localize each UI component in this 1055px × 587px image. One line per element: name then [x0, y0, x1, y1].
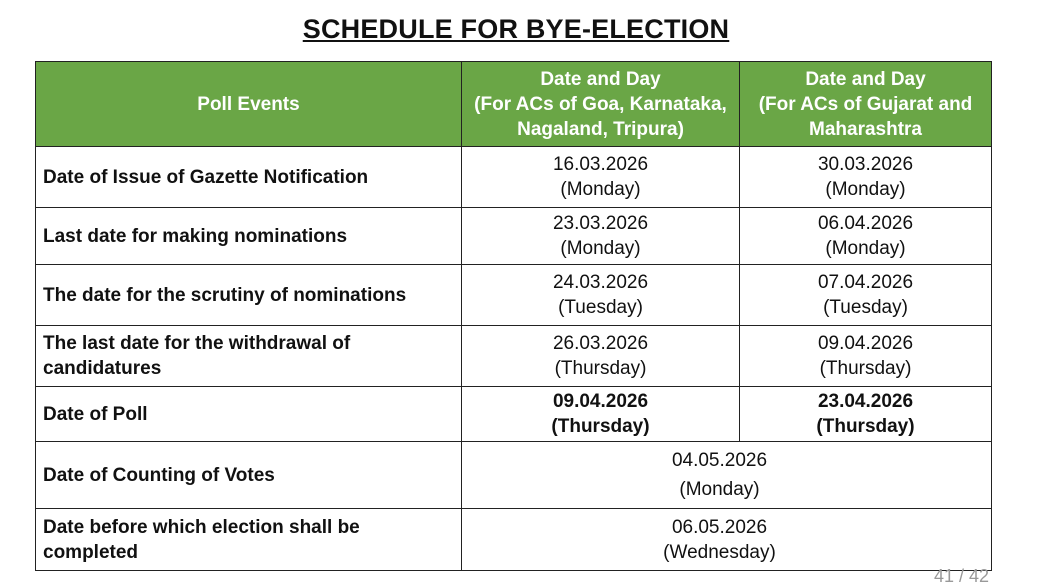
header-line: Date and Day [540, 68, 661, 90]
header-line: Maharashtra [809, 118, 922, 140]
date-cell-group-b [740, 265, 992, 326]
date-cell-group-a [462, 326, 740, 387]
event-cell [36, 208, 462, 265]
date-value: 07.04.2026 [817, 272, 914, 293]
day-value: (Tuesday) [823, 297, 908, 318]
event-label: Last date for making nominations [43, 225, 348, 247]
event-label: The date for the scrutiny of nominations [43, 284, 407, 306]
day-value: (Monday) [825, 179, 906, 200]
day-value: (Monday) [825, 238, 906, 259]
event-cell [36, 265, 462, 326]
header-line: Date and Day [805, 68, 926, 90]
header-line: Nagaland, Tripura) [517, 118, 684, 140]
header-line: (For ACs of Gujarat and [758, 93, 973, 115]
day-value: (Tuesday) [558, 297, 643, 318]
date-value: 09.04.2026 [552, 391, 649, 412]
event-cell [36, 387, 462, 442]
event-label: Date of Issue of Gazette Notification [43, 166, 369, 188]
event-label: completed [43, 541, 139, 563]
date-cell-merged [462, 509, 992, 571]
event-cell [36, 147, 462, 208]
page-title: SCHEDULE FOR BYE-ELECTION [302, 14, 730, 44]
event-cell [36, 442, 462, 509]
date-cell-group-b [740, 147, 992, 208]
date-cell-group-b [740, 387, 992, 442]
schedule-table [35, 61, 992, 571]
day-value: (Thursday) [551, 416, 650, 437]
header-poll-events-label: Poll Events [197, 93, 300, 115]
date-value: 30.03.2026 [817, 154, 914, 175]
table-row-completion [36, 509, 992, 571]
table-row-date-of-poll [36, 387, 992, 442]
date-cell-group-a [462, 147, 740, 208]
table-row-last-date-nominations [36, 208, 992, 265]
event-label: Date of Poll [43, 403, 148, 425]
day-value: (Wednesday) [663, 541, 776, 563]
header-goa-karnataka-dates [462, 62, 740, 147]
header-poll-events [36, 62, 462, 147]
date-cell-merged [462, 442, 992, 509]
table-row-gazette-notification [36, 147, 992, 208]
table-row-counting [36, 442, 992, 509]
event-cell [36, 326, 462, 387]
date-cell-group-b [740, 208, 992, 265]
date-value: 04.05.2026 [671, 450, 768, 471]
table-row-withdrawal [36, 326, 992, 387]
event-cell [36, 509, 462, 571]
date-value: 06.04.2026 [817, 213, 914, 234]
page-number: 41 / 42 [934, 566, 990, 586]
header-row [36, 62, 992, 147]
header-line: (For ACs of Goa, Karnataka, [474, 93, 727, 115]
table-row-scrutiny [36, 265, 992, 326]
event-label: Date before which election shall be [43, 516, 360, 538]
day-value: (Thursday) [554, 358, 647, 379]
date-value: 09.04.2026 [817, 333, 914, 354]
date-cell-group-a [462, 387, 740, 442]
date-cell-group-b [740, 326, 992, 387]
date-value: 23.03.2026 [552, 213, 649, 234]
date-value: 23.04.2026 [817, 391, 914, 412]
event-label: candidatures [43, 358, 162, 379]
date-value: 16.03.2026 [552, 154, 649, 175]
day-value: (Thursday) [819, 358, 912, 379]
day-value: (Thursday) [816, 416, 915, 437]
day-value: (Monday) [560, 238, 641, 259]
date-cell-group-a [462, 208, 740, 265]
date-value: 26.03.2026 [552, 333, 649, 354]
day-value: (Monday) [560, 179, 641, 200]
event-label: The last date for the withdrawal of [43, 333, 351, 354]
date-value: 24.03.2026 [552, 272, 649, 293]
date-cell-group-a [462, 265, 740, 326]
header-gujarat-maharashtra-dates [740, 62, 992, 147]
day-value: (Monday) [679, 479, 760, 500]
event-label: Date of Counting of Votes [43, 464, 275, 486]
date-value: 06.05.2026 [671, 516, 768, 538]
